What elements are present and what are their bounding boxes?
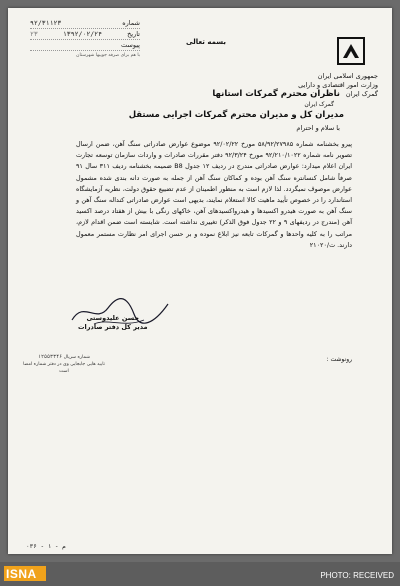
serial-label: شماره سریال bbox=[63, 355, 90, 360]
addressee-line-2: گمرک ایران bbox=[304, 101, 334, 108]
serial-value: ۱۲۵۵۳۳۴۶ bbox=[38, 354, 63, 360]
addressee-line-1: ناظران محترم گمرکات استانها bbox=[212, 89, 340, 99]
basmala: بسمه تعالی bbox=[186, 38, 227, 46]
date-value: ۱۳۹۲/۰۲/۲۴ bbox=[62, 30, 103, 39]
letter-meta bbox=[30, 18, 140, 60]
ministry-header: جمهوری اسلامی ایران وزارت امور اقتصادی و دارایی گمرک ایران bbox=[298, 72, 378, 98]
date-suffix: ۲۳ bbox=[30, 30, 38, 39]
salutation: با سلام و احترام bbox=[296, 124, 340, 132]
serial-note: تایید هایی جابجایی وی در دفتر شماره امضا است bbox=[23, 361, 105, 374]
attachment-row bbox=[30, 40, 140, 51]
signer-name: حسن علیدوستی bbox=[86, 314, 140, 322]
agency-name: ISNA bbox=[6, 567, 37, 581]
signer-block bbox=[78, 314, 147, 332]
photo-credit: PHOTO: RECEIVED bbox=[320, 571, 394, 580]
number-row bbox=[30, 18, 140, 29]
number-label: شماره bbox=[122, 19, 140, 27]
meta-note: با هم برای صرفه جوییها شهرستان bbox=[76, 53, 140, 59]
date-row bbox=[30, 29, 140, 40]
emblem-logo bbox=[336, 36, 366, 66]
letter-body: پیرو بخشنامه شماره ۵۸/۹۲/۲۷۹۸۵ مورخ ۹۲/۰۲/۲۲ موضوع عوارض صادراتی سنگ آهن، ضمن ارسال تصویر نامه شماره ۹۲/۲۱۰/۱۰۲۲ مورخ ۹۲/۳/۲۴ دفتر مقررات صادرات و واردات سازمان توسعه تجارت ایران اعلام میدارد: عوارض صادراتی مندرج در ردیف ۱۲ جدول B8 ضمیمه بخشنامه ردیف ۳۱۱ سال ۹۱ صرفاً شامل کنسانتره سنگ آهن بوده و کماکان سنگ آهن از جمله به صورت دانه بندی شده مشمول عوارض موصوف نمیگردد. لذا لازم است به منظور اطمینان از عدم تضییع حقوق دولت، نظریه آزمایشگاه استاندارد را در خصوص تأیید ماهیت کالا استعلام نمایند، بدیهی است عوارض صادراتی کنداله سنگ آهن و سنگ آهن به صورت هیدرو اکسیدها و هیدرواکسیدهای آهن، خاکهای رنگی با بیش از هفتاد درصد اکسید آهن (مندرج در ردیفهای ۹ و ۲۲ جدول فوق الذکر) تغییری نداشته است. شایسته است ضمن اقدام لازم، مراتب را به کلیه واحدها و گمرکات تابعه نیز ابلاغ نموده و بر حسن اجرای امر نظارت مستمر معمول دارند. ت/۲۱۰۲۰ bbox=[76, 140, 352, 249]
date-label: تاریخ bbox=[127, 30, 140, 39]
number-value: ۹۲/۳۱۱۲۳ bbox=[30, 19, 62, 27]
addressee-line-3: مدیران کل و مدیران محترم گمرکات اجرایی مستقل bbox=[128, 110, 344, 120]
serial-block bbox=[20, 354, 108, 376]
attachment-label: پیوست bbox=[121, 41, 140, 50]
copy-label: رونوشت : bbox=[326, 356, 352, 363]
document-code: م - ۱ - ۰۳۶ bbox=[26, 543, 66, 550]
letter-page bbox=[8, 8, 392, 554]
signer-title: مدیر کل دفتر صادرات bbox=[78, 323, 148, 332]
